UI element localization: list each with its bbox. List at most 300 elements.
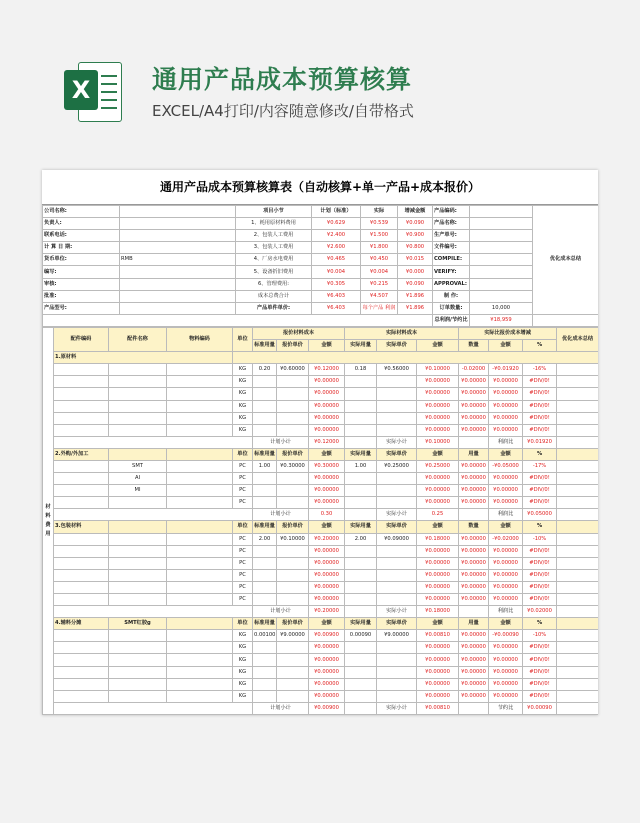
actual-qty — [345, 412, 377, 424]
col-diff-header: 增减金额 — [398, 206, 433, 218]
plan-subtotal-label: 计划小计 — [253, 436, 309, 448]
cost-diff: ¥0.800 — [398, 242, 433, 254]
diff-amount: ¥0.00000 — [489, 569, 523, 581]
diff-qty: ¥0.00000 — [459, 569, 489, 581]
diff-qty: ¥0.00000 — [459, 557, 489, 569]
diff-amount: ¥0.00000 — [489, 473, 523, 485]
actual-amount: ¥0.00000 — [417, 690, 459, 702]
diff-qty: ¥0.00000 — [459, 485, 489, 497]
diff-amount: ¥0.00000 — [489, 654, 523, 666]
part-name: SMT — [109, 460, 167, 472]
blank — [459, 436, 489, 448]
unit: PC — [233, 569, 253, 581]
subtotal-row — [43, 606, 599, 618]
actual-qty — [345, 690, 377, 702]
part-code — [54, 376, 109, 388]
actual-qty — [345, 557, 377, 569]
info-value — [120, 290, 236, 302]
plan-price — [277, 690, 309, 702]
actual-price — [377, 594, 417, 606]
info-value — [120, 278, 236, 290]
part-name — [109, 388, 167, 400]
profit-ratio-label: 利润比 — [489, 509, 523, 521]
product-code-value — [470, 206, 533, 218]
std-qty: 0.20 — [253, 364, 277, 376]
info-value — [120, 218, 236, 230]
actual-qty — [345, 400, 377, 412]
plan-price — [277, 654, 309, 666]
info-value: RMB — [120, 254, 236, 266]
subheader-cell: 标准用量 — [253, 340, 277, 352]
actual-amount: ¥0.00000 — [417, 388, 459, 400]
table-row — [43, 557, 599, 569]
unit: KG — [233, 412, 253, 424]
plan-price — [277, 400, 309, 412]
part-code — [54, 364, 109, 376]
subheader-cell: 金额 — [489, 340, 523, 352]
cost-diff: ¥1.896 — [398, 290, 433, 302]
std-qty — [253, 557, 277, 569]
section-header-row — [43, 521, 599, 533]
plan-amount: ¥0.00000 — [309, 557, 345, 569]
part-name — [109, 630, 167, 642]
optimize-cell — [557, 690, 598, 702]
optimize-cell — [557, 412, 598, 424]
std-qty — [253, 642, 277, 654]
diff-percent: #DIV/0! — [523, 594, 557, 606]
unit: PC — [233, 497, 253, 509]
part-name: AI — [109, 473, 167, 485]
section-subheader: % — [523, 448, 557, 460]
unit: KG — [233, 678, 253, 690]
actual-amount: ¥0.10000 — [417, 364, 459, 376]
actual-amount: ¥0.00000 — [417, 642, 459, 654]
diff-percent: #DIV/0! — [523, 497, 557, 509]
plan-amount: ¥0.00000 — [309, 412, 345, 424]
cost-item-name: 1、耗用原材料费用 — [236, 218, 312, 230]
actual-amount: ¥0.00000 — [417, 569, 459, 581]
blank — [557, 606, 598, 618]
actual-qty — [345, 388, 377, 400]
page-subtitle: EXCEL/A4打印/内容随意修改/自带格式 — [152, 102, 414, 120]
optimize-cell — [557, 630, 598, 642]
optimize-cell — [557, 533, 598, 545]
part-name — [109, 412, 167, 424]
material-code — [167, 497, 233, 509]
actual-qty — [345, 654, 377, 666]
diff-amount: ¥0.00000 — [489, 424, 523, 436]
diff-amount: -¥0.05000 — [489, 460, 523, 472]
section-title: 3.包装材料 — [54, 521, 109, 533]
plan-price — [277, 545, 309, 557]
plan-price: ¥0.60000 — [277, 364, 309, 376]
diff-percent: -17% — [523, 460, 557, 472]
info-row — [43, 218, 599, 230]
plan-amount: ¥0.00000 — [309, 473, 345, 485]
plan-amount: ¥0.00000 — [309, 485, 345, 497]
std-qty — [253, 690, 277, 702]
optimize-summary: 优化成本总结 — [533, 206, 599, 315]
diff-amount: ¥0.00000 — [489, 497, 523, 509]
diff-qty: ¥0.00000 — [459, 473, 489, 485]
blank — [557, 509, 598, 521]
actual-qty — [345, 678, 377, 690]
diff-percent: #DIV/0! — [523, 581, 557, 593]
optimize-cell — [557, 642, 598, 654]
actual-price — [377, 400, 417, 412]
section-fill — [109, 448, 167, 460]
unit: KG — [233, 642, 253, 654]
part-name — [109, 654, 167, 666]
table-row — [43, 376, 599, 388]
diff-amount: ¥0.00000 — [489, 412, 523, 424]
meta-value — [470, 278, 533, 290]
diff-percent: #DIV/0! — [523, 545, 557, 557]
unit: KG — [233, 376, 253, 388]
actual-qty: 0.00090 — [345, 630, 377, 642]
section-subheader: 金额 — [309, 448, 345, 460]
diff-amount: ¥0.00000 — [489, 485, 523, 497]
diff-percent: -16% — [523, 364, 557, 376]
profit-ratio-label: 利润比 — [489, 436, 523, 448]
actual-amount: ¥0.00000 — [417, 666, 459, 678]
diff-qty: ¥0.00000 — [459, 400, 489, 412]
actual-qty — [345, 545, 377, 557]
table-row — [43, 473, 599, 485]
actual-subtotal-label: 实际小计 — [377, 509, 417, 521]
plan-amount: ¥0.00000 — [309, 690, 345, 702]
logo-letter: X — [64, 70, 98, 110]
actual-amount: ¥0.00000 — [417, 678, 459, 690]
diff-qty: ¥0.00000 — [459, 642, 489, 654]
section-subheader: 标准用量 — [253, 448, 277, 460]
info-label: 批准: — [43, 290, 120, 302]
part-code — [54, 460, 109, 472]
section-subheader: 报价单价 — [277, 618, 309, 630]
plan-amount: ¥0.00000 — [309, 376, 345, 388]
optimize-cell — [557, 545, 598, 557]
cost-diff: ¥0.900 — [398, 230, 433, 242]
subtotal-row — [43, 702, 599, 714]
actual-cost-header: 实际材料成本 — [345, 327, 459, 339]
part-code — [54, 545, 109, 557]
actual-price — [377, 642, 417, 654]
info-header-row — [43, 206, 599, 218]
actual-subtotal: ¥0.10000 — [417, 436, 459, 448]
unit: PC — [233, 545, 253, 557]
material-code — [167, 388, 233, 400]
diff-qty: ¥0.00000 — [459, 690, 489, 702]
actual-amount: ¥0.00000 — [417, 581, 459, 593]
diff-qty: ¥0.00000 — [459, 545, 489, 557]
std-qty — [253, 388, 277, 400]
meta-value — [470, 266, 533, 278]
std-qty — [253, 473, 277, 485]
unit: KG — [233, 388, 253, 400]
part-code — [54, 497, 109, 509]
actual-subtotal-label: 实际小计 — [377, 606, 417, 618]
make-label: 制 作: — [433, 290, 470, 302]
actual-price — [377, 424, 417, 436]
section-subheader: 实际单价 — [377, 448, 417, 460]
info-label: 联系电话: — [43, 230, 120, 242]
diff-amount: -¥0.00090 — [489, 630, 523, 642]
blank — [43, 314, 433, 326]
section-subheader: 单位 — [233, 618, 253, 630]
actual-price — [377, 690, 417, 702]
material-code — [167, 485, 233, 497]
meta-value — [470, 218, 533, 230]
cost-actual: ¥0.450 — [361, 254, 398, 266]
cost-plan: ¥6.403 — [312, 290, 361, 302]
plan-subtotal-label: 计划小计 — [253, 702, 309, 714]
material-code — [167, 460, 233, 472]
section-subheader: 数量 — [459, 521, 489, 533]
table-row — [43, 690, 599, 702]
optimize-cell — [557, 678, 598, 690]
profit-ratio-value: ¥0.00090 — [523, 702, 557, 714]
section-subheader: 金额 — [417, 448, 459, 460]
plan-price — [277, 424, 309, 436]
material-code — [167, 473, 233, 485]
page-title: 通用产品成本预算核算 — [152, 65, 413, 94]
meta-label: 生产单号: — [433, 230, 470, 242]
optimize-cell — [557, 388, 598, 400]
blank — [345, 606, 377, 618]
product-model-label: 产品型号: — [43, 302, 120, 314]
optimize-cell — [557, 557, 598, 569]
info-row — [43, 290, 599, 302]
cost-item-name: 2、包装人工费用 — [236, 230, 312, 242]
actual-price — [377, 376, 417, 388]
part-name — [109, 557, 167, 569]
actual-amount: ¥0.00000 — [417, 545, 459, 557]
meta-label: 产品名称: — [433, 218, 470, 230]
info-row — [43, 230, 599, 242]
actual-price — [377, 545, 417, 557]
actual-price — [377, 412, 417, 424]
part-code — [54, 388, 109, 400]
cost-item-name: 6、管理费用: — [236, 278, 312, 290]
plan-price: ¥0.30000 — [277, 460, 309, 472]
std-qty — [253, 412, 277, 424]
plan-amount: ¥0.00000 — [309, 424, 345, 436]
subheader-cell: % — [523, 340, 557, 352]
optimize-cell — [557, 569, 598, 581]
plan-price — [277, 569, 309, 581]
page-header — [0, 0, 640, 150]
part-code — [54, 581, 109, 593]
unit: PC — [233, 473, 253, 485]
cost-diff: ¥0.090 — [398, 278, 433, 290]
actual-price: ¥0.09000 — [377, 533, 417, 545]
plan-subtotal-label: 计划小计 — [253, 606, 309, 618]
cost-item-name: 4、厂房水电费用 — [236, 254, 312, 266]
std-qty: 2.00 — [253, 533, 277, 545]
cost-actual: ¥1.800 — [361, 242, 398, 254]
actual-subtotal: ¥0.00810 — [417, 702, 459, 714]
table-row — [43, 678, 599, 690]
subheader-cell: 实际用量 — [345, 340, 377, 352]
std-qty — [253, 376, 277, 388]
company-label: 公司名称: — [43, 206, 120, 218]
part-name — [109, 497, 167, 509]
actual-qty — [345, 666, 377, 678]
info-label: 审核: — [43, 278, 120, 290]
actual-price — [377, 666, 417, 678]
info-value — [120, 266, 236, 278]
part-name — [109, 376, 167, 388]
material-code — [167, 630, 233, 642]
unit: KG — [233, 400, 253, 412]
diff-percent: #DIV/0! — [523, 690, 557, 702]
table-row — [43, 497, 599, 509]
total-profit-value: ¥18,959 — [470, 314, 533, 326]
plan-subtotal: ¥0.12000 — [309, 436, 345, 448]
optimize-cell — [557, 581, 598, 593]
section-header-row — [43, 352, 599, 364]
diff-percent: -10% — [523, 533, 557, 545]
actual-subtotal: 0.25 — [417, 509, 459, 521]
cost-plan: ¥0.465 — [312, 254, 361, 266]
table-row — [43, 364, 599, 376]
unit-price-row — [43, 302, 599, 314]
part-code — [54, 630, 109, 642]
actual-qty — [345, 581, 377, 593]
diff-percent: -10% — [523, 630, 557, 642]
std-qty — [253, 678, 277, 690]
diff-qty: ¥0.00000 — [459, 581, 489, 593]
meta-label: APPROVAL: — [433, 278, 470, 290]
section-subheader: 金额 — [489, 521, 523, 533]
diff-qty: ¥0.00000 — [459, 460, 489, 472]
unit: KG — [233, 666, 253, 678]
plan-amount: ¥0.00000 — [309, 666, 345, 678]
section-fill — [109, 521, 167, 533]
part-code — [54, 473, 109, 485]
diff-amount: -¥0.02000 — [489, 533, 523, 545]
material-code — [167, 581, 233, 593]
cost-diff: ¥0.015 — [398, 254, 433, 266]
diff-percent: #DIV/0! — [523, 485, 557, 497]
blank — [345, 436, 377, 448]
part-name — [109, 400, 167, 412]
section-subheader: 用量 — [459, 448, 489, 460]
plan-price — [277, 497, 309, 509]
material-code — [167, 400, 233, 412]
unit-header: 单位 — [233, 327, 253, 351]
unit: KG — [233, 364, 253, 376]
cost-actual: ¥0.539 — [361, 218, 398, 230]
part-name — [109, 569, 167, 581]
std-qty — [253, 545, 277, 557]
part-code — [54, 412, 109, 424]
diff-percent: #DIV/0! — [523, 557, 557, 569]
section-subheader: 金额 — [417, 618, 459, 630]
std-qty: 0.00100 — [253, 630, 277, 642]
table-row — [43, 545, 599, 557]
diff-amount: ¥0.00000 — [489, 666, 523, 678]
diff-qty: -0.02000 — [459, 364, 489, 376]
plan-subtotal: ¥0.00900 — [309, 702, 345, 714]
actual-amount: ¥0.00810 — [417, 630, 459, 642]
col-plan-header: 计划（标准） — [312, 206, 361, 218]
actual-qty — [345, 424, 377, 436]
diff-amount: ¥0.00000 — [489, 678, 523, 690]
subtotal-row — [43, 436, 599, 448]
part-name — [109, 594, 167, 606]
optimize-cell — [557, 424, 598, 436]
actual-price: ¥9.00000 — [377, 630, 417, 642]
section-subheader: 金额 — [309, 521, 345, 533]
blank — [557, 702, 598, 714]
diff-qty: ¥0.00000 — [459, 533, 489, 545]
profit-row — [43, 314, 599, 326]
profit-ratio-value: ¥0.02000 — [523, 606, 557, 618]
diff-amount: ¥0.00000 — [489, 400, 523, 412]
blank — [459, 702, 489, 714]
diff-amount: ¥0.00000 — [489, 545, 523, 557]
std-qty — [253, 569, 277, 581]
cost-plan: ¥0.004 — [312, 266, 361, 278]
material-code — [167, 376, 233, 388]
table-row — [43, 581, 599, 593]
cost-actual: ¥0.004 — [361, 266, 398, 278]
std-qty — [253, 654, 277, 666]
plan-amount: ¥0.00000 — [309, 654, 345, 666]
diff-qty: ¥0.00000 — [459, 376, 489, 388]
cost-item-name: 3、包装人工费用 — [236, 242, 312, 254]
material-code — [167, 569, 233, 581]
section-subheader: 报价单价 — [277, 521, 309, 533]
plan-amount: ¥0.00000 — [309, 678, 345, 690]
unit-price-actual: 每个产品 利润 — [361, 302, 398, 314]
compare-header: 实际比报价成本增减 — [459, 327, 557, 339]
unit: PC — [233, 485, 253, 497]
unit: PC — [233, 594, 253, 606]
info-label: 计 算 日 期: — [43, 242, 120, 254]
actual-price: ¥0.25000 — [377, 460, 417, 472]
unit: PC — [233, 460, 253, 472]
part-code — [54, 642, 109, 654]
actual-subtotal-label: 实际小计 — [377, 436, 417, 448]
plan-amount: ¥0.00000 — [309, 581, 345, 593]
section-subheader: 单位 — [233, 521, 253, 533]
profit-ratio-value: ¥0.05000 — [523, 509, 557, 521]
info-row — [43, 266, 599, 278]
diff-qty: ¥0.00000 — [459, 412, 489, 424]
info-table — [42, 205, 598, 327]
part-name — [109, 545, 167, 557]
company-value — [120, 206, 236, 218]
cost-item-name: 5、设备折旧费用 — [236, 266, 312, 278]
diff-percent: #DIV/0! — [523, 388, 557, 400]
diff-percent: #DIV/0! — [523, 642, 557, 654]
meta-label: VERIFY: — [433, 266, 470, 278]
section-subheader: 金额 — [309, 618, 345, 630]
spreadsheet-preview — [42, 170, 598, 715]
sheet-title: 通用产品成本预算核算表（自动核算+单一产品+成本报价） — [42, 170, 598, 205]
plan-amount: ¥0.00000 — [309, 642, 345, 654]
info-row — [43, 278, 599, 290]
material-code — [167, 654, 233, 666]
table-row — [43, 666, 599, 678]
actual-qty — [345, 473, 377, 485]
diff-qty: ¥0.00000 — [459, 497, 489, 509]
optimize-cell — [557, 485, 598, 497]
diff-percent: #DIV/0! — [523, 400, 557, 412]
diff-amount: ¥0.00000 — [489, 388, 523, 400]
